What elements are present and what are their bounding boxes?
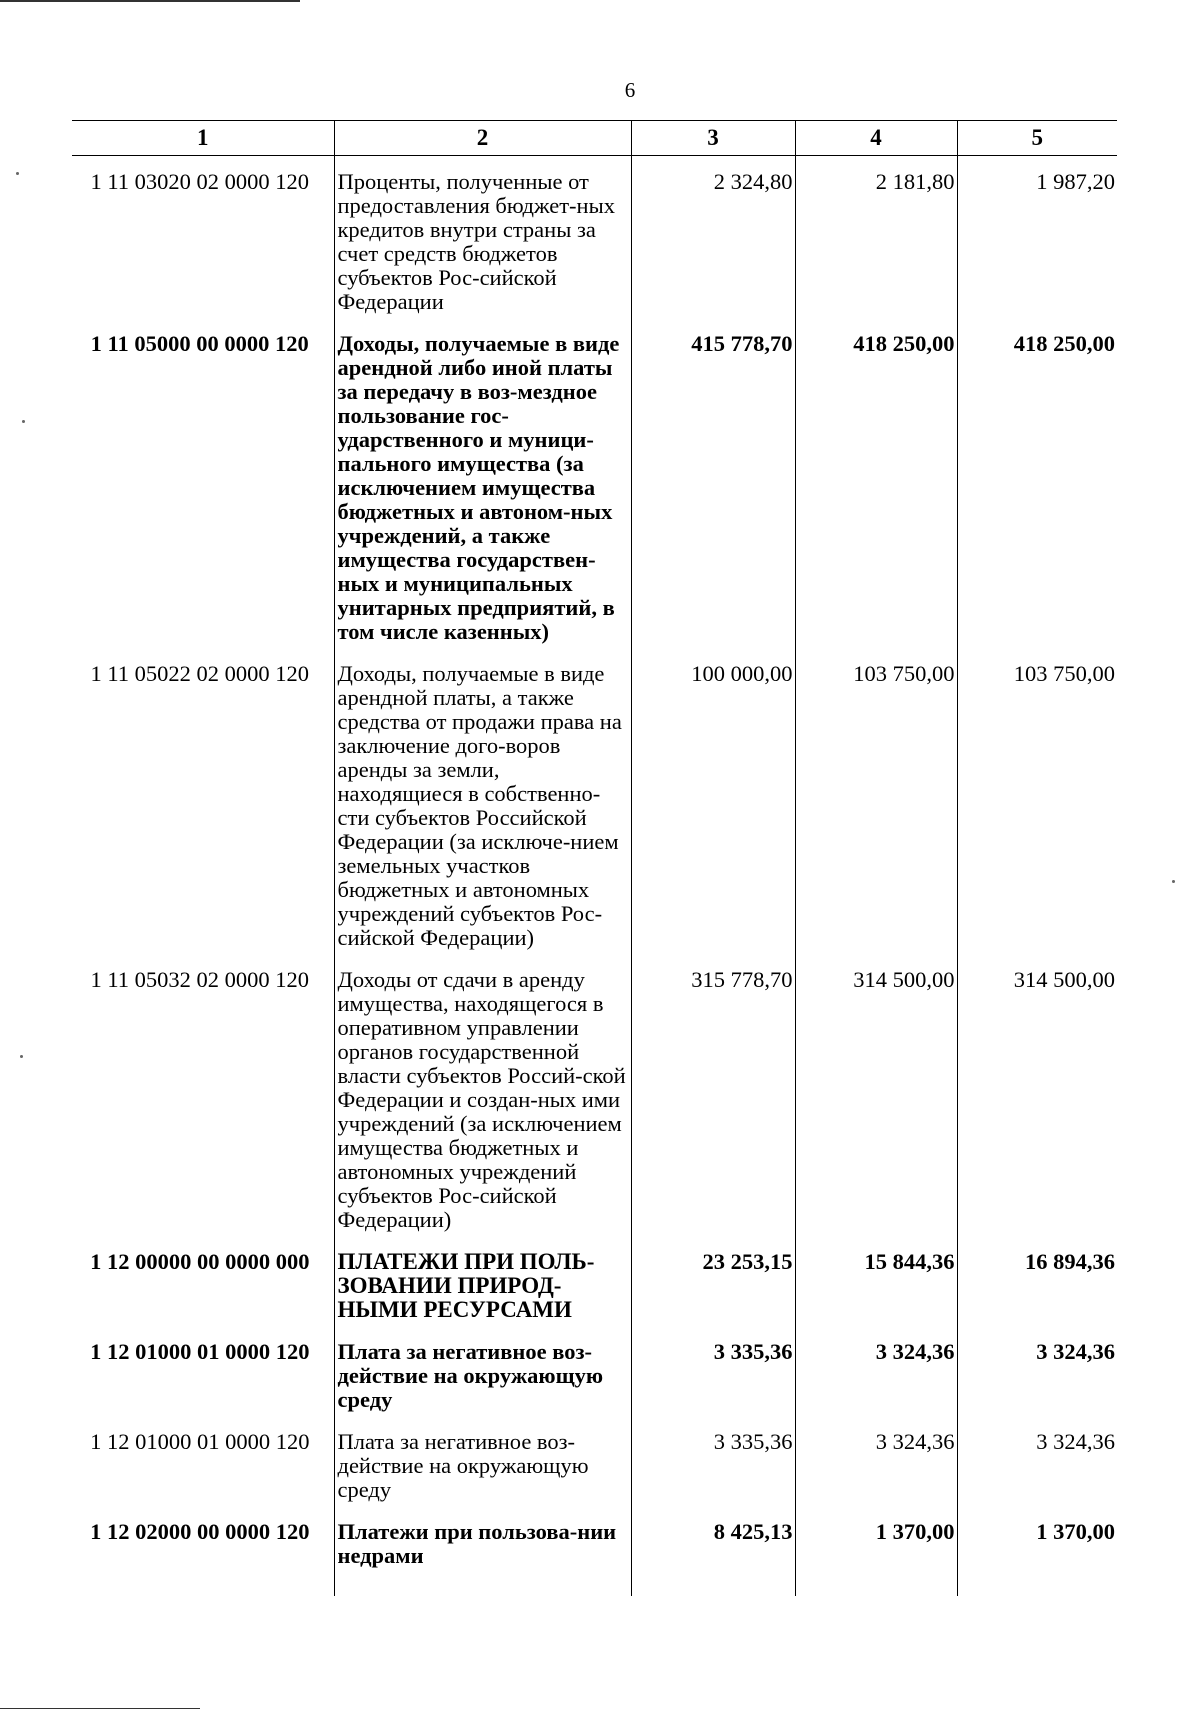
amount-col3: 3 335,36 — [631, 1326, 795, 1416]
table-body — [72, 156, 1117, 1597]
column-header: 4 — [795, 121, 957, 156]
column-header: 1 — [72, 121, 334, 156]
budget-code: 1 11 05032 02 0000 120 — [90, 967, 310, 992]
scan-speck — [1172, 880, 1175, 883]
scan-edge-top — [0, 0, 300, 2]
amount-col4: 314 500,00 — [795, 954, 957, 1236]
income-name: Доходы, получаемые в виде арендной платы, а также средства от продажи права на заключение дого-воров аренды за земли, находящиеся в собственно-сти субъектов Российской Федерации (за исключе-нием земельных участков бюджетных и автономных учреждений субъектов Рос-сийской Федерации) — [334, 648, 631, 954]
column-header: 2 — [334, 121, 631, 156]
scan-speck — [16, 172, 19, 175]
income-name: Доходы от сдачи в аренду имущества, находящегося в оперативном управлении органов государственной власти субъектов Россий-ской Федерации и создан-ных ими учреждений (за исключением имущества бюджетных и автономных учреждений субъектов Рос-сийской Федерации) — [334, 954, 631, 1236]
amount-col5: 1 370,00 — [957, 1506, 1117, 1596]
amount-col3: 315 778,70 — [631, 954, 795, 1236]
income-name: Доходы, получаемые в виде арендной либо иной платы за передачу в воз-мездное пользование гос-ударственного и муници-пального имущества (за исключением имущества бюджетных и автоном-ных учреждений, а также имущества государствен-ных и муниципальных унитарных предприятий, в том числе казенных) — [334, 318, 631, 648]
table-row — [72, 318, 1117, 648]
income-name: ПЛАТЕЖИ ПРИ ПОЛЬ-ЗОВАНИИ ПРИРОД-НЫМИ РЕСУРСАМИ — [334, 1236, 631, 1326]
amount-col3: 23 253,15 — [631, 1236, 795, 1326]
scan-speck — [22, 420, 25, 423]
table-row — [72, 1326, 1117, 1416]
amount-col5: 16 894,36 — [957, 1236, 1117, 1326]
amount-col5: 1 987,20 — [957, 156, 1117, 319]
amount-col3: 2 324,80 — [631, 156, 795, 319]
amount-col3: 8 425,13 — [631, 1506, 795, 1596]
income-name: Плата за негативное воз-действие на окружающую среду — [334, 1416, 631, 1506]
amount-col4: 3 324,36 — [795, 1326, 957, 1416]
income-name: Проценты, полученные от предоставления бюджет-ных кредитов внутри страны за счет средств бюджетов субъектов Рос-сийской Федерации — [334, 156, 631, 319]
table-header-row — [72, 121, 1117, 156]
budget-code: 1 12 00000 00 0000 000 — [90, 1249, 310, 1274]
column-header: 5 — [957, 121, 1117, 156]
amount-col5: 103 750,00 — [957, 648, 1117, 954]
amount-col4: 3 324,36 — [795, 1416, 957, 1506]
budget-code: 1 12 01000 01 0000 120 — [90, 1339, 310, 1364]
table-row — [72, 954, 1117, 1236]
table-row — [72, 1236, 1117, 1326]
table-row — [72, 1506, 1117, 1596]
income-name: Платежи при пользова-нии недрами — [334, 1506, 631, 1596]
amount-col4: 103 750,00 — [795, 648, 957, 954]
budget-code: 1 12 02000 00 0000 120 — [90, 1519, 310, 1544]
budget-code: 1 11 05000 00 0000 120 — [90, 331, 309, 356]
budget-code: 1 12 01000 01 0000 120 — [90, 1429, 310, 1454]
income-name: Плата за негативное воз-действие на окружающую среду — [334, 1326, 631, 1416]
page-number: 6 — [624, 78, 636, 102]
amount-col3: 3 335,36 — [631, 1416, 795, 1506]
budget-code: 1 11 05022 02 0000 120 — [90, 661, 310, 686]
table-row — [72, 1416, 1117, 1506]
budget-table — [72, 120, 1117, 1596]
budget-code: 1 11 03020 02 0000 120 — [90, 169, 310, 194]
scan-edge-bottom — [0, 1708, 200, 1709]
amount-col4: 1 370,00 — [795, 1506, 957, 1596]
amount-col5: 314 500,00 — [957, 954, 1117, 1236]
table-row — [72, 648, 1117, 954]
amount-col3: 415 778,70 — [631, 318, 795, 648]
table-row — [72, 156, 1117, 319]
amount-col4: 418 250,00 — [795, 318, 957, 648]
amount-col3: 100 000,00 — [631, 648, 795, 954]
amount-col5: 3 324,36 — [957, 1326, 1117, 1416]
amount-col5: 3 324,36 — [957, 1416, 1117, 1506]
amount-col5: 418 250,00 — [957, 318, 1117, 648]
scan-speck — [20, 1055, 23, 1058]
amount-col4: 15 844,36 — [795, 1236, 957, 1326]
amount-col4: 2 181,80 — [795, 156, 957, 319]
column-header: 3 — [631, 121, 795, 156]
